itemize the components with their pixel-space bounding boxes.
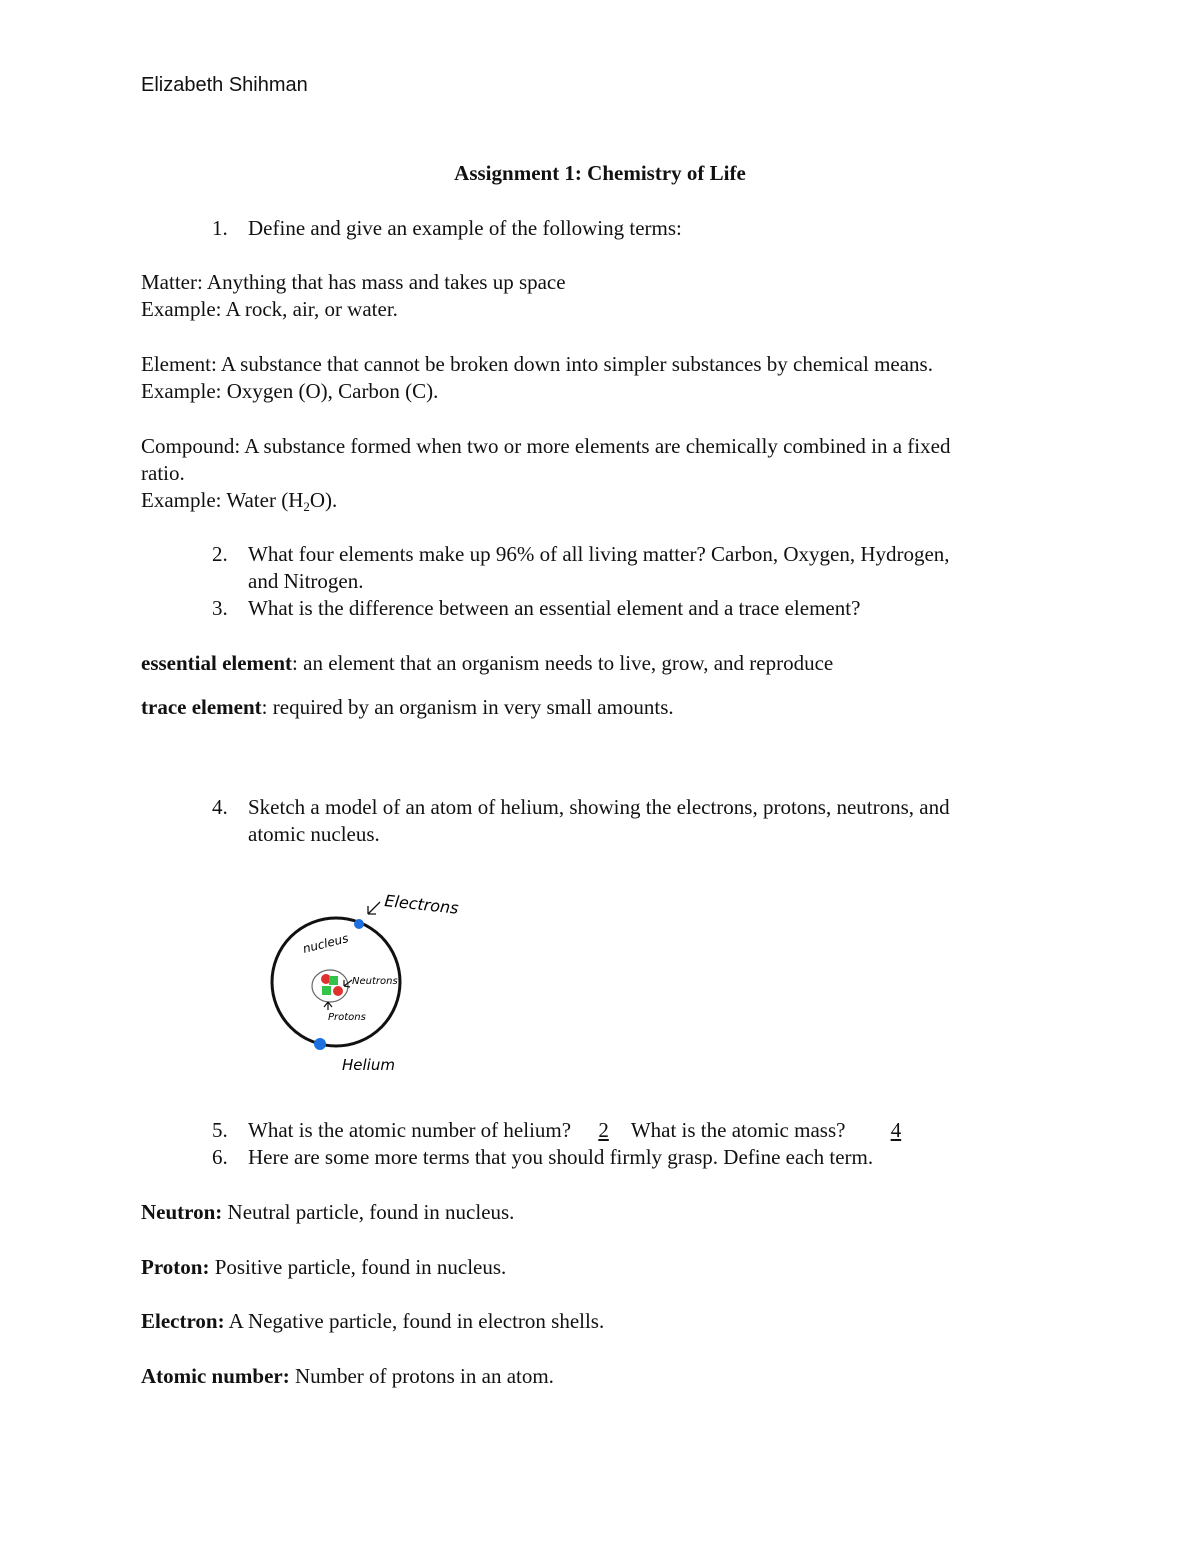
- question-2-number: 2.: [212, 542, 228, 566]
- question-1-number: 1.: [212, 216, 228, 240]
- matter-example: Example: A rock, air, or water.: [141, 297, 398, 321]
- question-3-text: What is the difference between an essential element and a trace element?: [248, 596, 861, 620]
- electrons-arrow: [368, 902, 380, 914]
- matter-definition: Matter: Anything that has mass and takes up space: [141, 270, 566, 294]
- electron-term: Electron:: [141, 1309, 225, 1333]
- question-1: [212, 215, 682, 242]
- neutron-particle: [329, 976, 338, 985]
- neutron-definition: [141, 1199, 514, 1226]
- element-example: Example: Oxygen (O), Carbon (C).: [141, 379, 439, 403]
- compound-definition-line2: ratio.: [141, 461, 185, 485]
- compound-example-pre: Example: Water (H: [141, 488, 304, 512]
- atomic-number-term: Atomic number:: [141, 1364, 290, 1388]
- question-2: [212, 541, 950, 568]
- question-3: [212, 595, 860, 622]
- question-5-text-a: What is the atomic number of helium?: [248, 1118, 577, 1142]
- essential-element-definition: [141, 650, 833, 677]
- electron-definition: [141, 1308, 604, 1335]
- neutron-def: Neutral particle, found in nucleus.: [222, 1200, 515, 1224]
- essential-element-term: essential element: [141, 651, 293, 675]
- compound-definition-line1: Compound: A substance formed when two or more elements are chemically combined in a fixed: [141, 434, 951, 458]
- helium-atom-sketch: [262, 880, 472, 1080]
- nucleus-label: nucleus: [301, 931, 350, 956]
- atomic-number-answer: 2: [598, 1118, 609, 1142]
- compound-example: [141, 487, 337, 514]
- page-title: Assignment 1: Chemistry of Life: [454, 161, 746, 185]
- question-5: [212, 1117, 941, 1144]
- author-name: Elizabeth Shihman: [141, 74, 308, 96]
- element-definition: Element: A substance that cannot be broken down into simpler substances by chemical means.: [141, 352, 933, 376]
- trace-element-term: trace element: [141, 695, 262, 719]
- protons-arrow: [324, 1002, 332, 1010]
- electron-def: A Negative particle, found in electron shells.: [224, 1309, 605, 1333]
- compound-example-subscript: 2: [303, 499, 310, 514]
- protons-label: Protons: [328, 1012, 366, 1023]
- question-6: [212, 1144, 873, 1171]
- question-4-number: 4.: [212, 795, 228, 819]
- neutron-term: Neutron:: [141, 1200, 223, 1224]
- electron-particle: [314, 1038, 326, 1050]
- compound-example-post: O).: [309, 488, 338, 512]
- proton-def: Positive particle, found in nucleus.: [209, 1255, 507, 1279]
- question-6-number: 6.: [212, 1145, 228, 1169]
- electron-particle: [354, 919, 364, 929]
- trace-element-def: : required by an organism in very small amounts.: [261, 695, 674, 719]
- helium-label: Helium: [342, 1056, 395, 1074]
- atomic-number-def: Number of protons in an atom.: [289, 1364, 554, 1388]
- proton-definition: [141, 1254, 506, 1281]
- question-3-number: 3.: [212, 596, 228, 620]
- question-6-text: Here are some more terms that you should firmly grasp. Define each term.: [248, 1145, 874, 1169]
- neutrons-label: Neutrons: [352, 976, 398, 987]
- question-5-number: 5.: [212, 1118, 228, 1142]
- question-1-text: Define and give an example of the following terms:: [248, 216, 682, 240]
- question-4-line1: Sketch a model of an atom of helium, showing the electrons, protons, neutrons, and: [248, 795, 950, 819]
- question-4: [212, 794, 950, 821]
- question-5-text-b: What is the atomic mass?: [630, 1118, 851, 1142]
- question-4-line2: atomic nucleus.: [248, 822, 380, 846]
- essential-element-def: : an element that an organism needs to live, grow, and reproduce: [292, 651, 834, 675]
- electrons-label: Electrons: [383, 891, 460, 918]
- proton-term: Proton:: [141, 1255, 210, 1279]
- question-2-line2: and Nitrogen.: [248, 569, 364, 593]
- question-2-line1: What four elements make up 96% of all living matter? Carbon, Oxygen, Hydrogen,: [248, 542, 950, 566]
- trace-element-definition: [141, 694, 674, 721]
- neutron-particle: [322, 986, 331, 995]
- atomic-number-definition: [141, 1363, 554, 1390]
- proton-particle: [333, 986, 343, 996]
- atomic-mass-answer: 4: [890, 1118, 902, 1142]
